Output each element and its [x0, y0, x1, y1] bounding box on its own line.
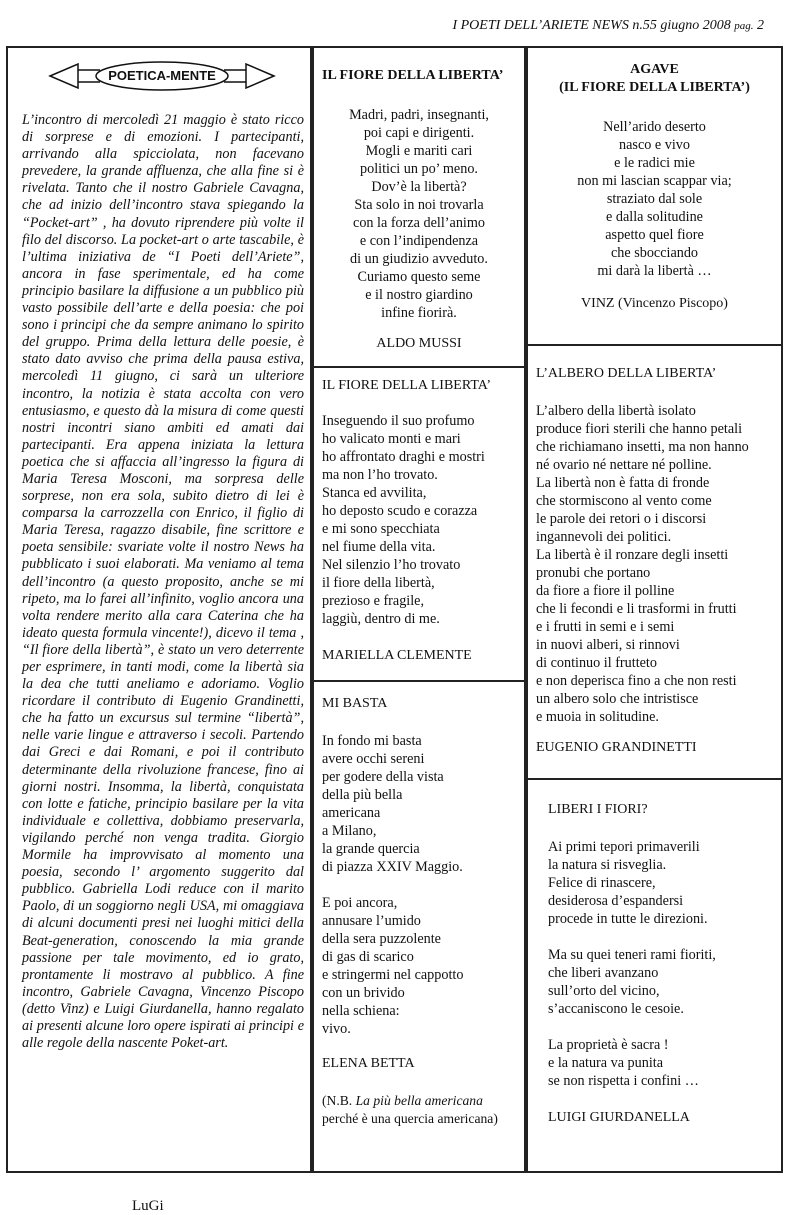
- poem-line: Stanca ed avvilita,: [322, 485, 427, 501]
- page-header: [452, 18, 764, 34]
- poem-line: della sera puzzolente: [322, 931, 441, 947]
- poem-lines: [322, 732, 463, 1038]
- poem-lines: [536, 402, 749, 726]
- poem-line: di piazza XXIV Maggio.: [322, 859, 463, 875]
- poem-line: a Milano,: [322, 823, 377, 839]
- column-poems-right: [526, 46, 783, 1173]
- poem-line: nel fiume della vita.: [322, 539, 436, 555]
- poem-line: il fiore della libertà,: [322, 575, 435, 591]
- divider: [314, 680, 524, 682]
- poem-line: e le radici mie: [614, 155, 695, 171]
- poem-line: politici un po’ meno.: [360, 161, 478, 177]
- poem-line: né ovario né nettare né polline.: [536, 457, 712, 473]
- poem-line: Nell’arido deserto: [603, 119, 706, 135]
- poem-line: americana: [322, 805, 381, 821]
- poem-line: pronubi che portano: [536, 565, 651, 581]
- poem-line: e non deperisca fino a che non resti: [536, 673, 737, 689]
- poem-line: la grande quercia: [322, 841, 420, 857]
- poem-line: e i frutti in semi e i semi: [536, 619, 675, 635]
- poem-line: laggiù, dentro di me.: [322, 611, 440, 627]
- poem-line: La libertà è il ronzare degli insetti: [536, 547, 729, 563]
- page-number: 2: [757, 18, 764, 33]
- poem-line: di continuo il frutteto: [536, 655, 657, 671]
- article-signature: LuGi: [132, 1198, 164, 1214]
- poem-line: nella schiena:: [322, 1003, 400, 1019]
- poem-author: EUGENIO GRANDINETTI: [536, 740, 697, 755]
- poem-title: IL FIORE DELLA LIBERTA’: [322, 378, 491, 393]
- issue-info: n.55 giugno 2008: [632, 18, 731, 33]
- poem-line: di un giudizio avveduto.: [350, 251, 488, 267]
- poem-line: Mogli e mariti cari: [365, 143, 473, 159]
- divider: [314, 366, 524, 368]
- poem-line: da fiore a fiore il polline: [536, 583, 675, 599]
- poem-line: con la forza dell’animo: [353, 215, 485, 231]
- poem-line: e stringermi nel cappotto: [322, 967, 464, 983]
- poem-title-line2: (IL FIORE DELLA LIBERTA’): [559, 80, 750, 95]
- newsletter-title: I POETI DELL’ARIETE NEWS: [452, 18, 629, 33]
- poem-line: In fondo mi basta: [322, 733, 422, 749]
- poem-line: aspetto quel fiore: [605, 227, 704, 243]
- poem-title: L’ALBERO DELLA LIBERTA’: [536, 366, 717, 381]
- poem-line: straziato dal sole: [606, 191, 703, 207]
- poem-line: Curiamo questo seme: [357, 269, 481, 285]
- poem-line: con un brivido: [322, 985, 405, 1001]
- poem-line: ingannevoli dei politici.: [536, 529, 672, 545]
- article-body: L’incontro di mercoledì 21 maggio è stato ricco di sorprese e di emozioni. I partecipanti, arrivando alla spicciolata, non facevano prevedere, la grande affluenza, che alla fine si è rivelata. Tanto che il nostro Gabriele Cavagna, che ad inizio dell’incontro stava spiegando la “Pocket-art” , ha dovuto riprendere più volte il filo del discorso. La pocket-art o arte tascabile, è l’ultima iniziativa de “I Poeti dell’Ariete”, ancora in fase sperimentale, ed ha come principio basilare la diffusione a un pubblico più vasto possibile dell’arte e della poesia: che poi sono i principi che da sempre animano lo spirito del gruppo. Prima della lettura delle poesie, è stato dato avviso che prima della pausa estiva, mercoledì 11 giugno, ci sarà un ulteriore incontro, la notizia è stata accolta con vero entusiasmo, e questo dà la misura di come questi nostri incontri siano ambiti ed amati dai partecipanti. Era appena iniziata la lettura poetica che si affaccia all’ingresso la figura di Maria Teresa Mosconi, ma sorpresa delle sorprese, non era sola, subito dietro di lei è comparsa la carrozzella con Enrico, il figlio di Maria Teresa, ragazzo disabile, fine scrittore e poeta sensibile: svariate volte il nostro News ha pubblicato i suoi elaborati. Ma veniamo al tema dell’incontro (a questo proposito, anche se mi ripeto, ma lo farei all’infinito, voglio ancora una volta rendere merito alla cara Caterina che ha ideato questa formula vincente!), dicevo il tema , “Il fiore della libertà”, è stato un vero deterrente per esprimere, in tanti modi, come la libertà sia la dea che tutti aneliamo e adoriamo. Voglio ricordare il contributo di Eugenio Grandinetti, che ha fatto un excursus sul termine “libertà”, nelle varie lingue e attraverso i secoli. Partendo dai Greci e dai Romani, e poi il contributo determinante della rivoluzione francese, fino ai giorni nostri. Insomma, la libertà, conquistata con lotte e fatiche, principio basilare per la vita individuale e collettiva, dobbiamo preservarla, vigilando perché non venga tradita. Giorgio Mormile ha improvvisato al momento una poesia, secondo l’ argomento suggerito dal pubblico. Gabriella Lodi reduce con il marito Paolo, di un soggiorno negli USA, mi omaggiava di alcuni documenti presi nei luoghi mitici della Beat-generation, conoscendo la mia grande passione per tale movimento, ed io grato, prontamente li mostravo al pubblico. A fine incontro, Gabriele Cavagna, Vincenzo Piscopo (detto Vinz) e Luigi Giurdanella, hanno regalato ai presenti alcune loro opere ispirati ai principi e alle regole della nascente Poket-art.: [22, 112, 304, 1052]
- section-badge: [48, 60, 276, 92]
- page-label: pag.: [734, 20, 754, 32]
- poem-line: della più bella: [322, 787, 403, 803]
- column-poems-middle: [312, 46, 526, 1173]
- divider: [528, 778, 781, 780]
- poem-line: poi capi e dirigenti.: [363, 125, 475, 141]
- poem-author: MARIELLA CLEMENTE: [322, 648, 472, 663]
- poem-line: Dov’è la libertà?: [371, 179, 467, 195]
- poem-line: sull’orto del vicino,: [548, 983, 660, 999]
- poem-line: Felice di rinascere,: [548, 875, 656, 891]
- poem-title-line1: AGAVE: [630, 62, 679, 77]
- poem-line: E poi ancora,: [322, 895, 398, 911]
- poem-line: e con l’indipendenza: [359, 233, 479, 249]
- poem-lines: [314, 106, 524, 322]
- poem-line: in nuovi alberi, si rinnovi: [536, 637, 680, 653]
- poem-line: L’albero della libertà isolato: [536, 403, 696, 419]
- poem-line: che richiamano insetti, ma non hanno: [536, 439, 749, 455]
- divider: [528, 344, 781, 346]
- poem-line: ma non l’ho trovato.: [322, 467, 438, 483]
- column-article: [6, 46, 312, 1214]
- poem-line: desiderosa d’espandersi: [548, 893, 684, 909]
- poem-line: Madri, padri, insegnanti,: [349, 107, 489, 123]
- poem-line: e la natura va punita: [548, 1055, 664, 1071]
- poem-line: prezioso e fragile,: [322, 593, 425, 609]
- note-prefix: (N.B.: [322, 1093, 353, 1108]
- poem-line: per godere della vista: [322, 769, 444, 785]
- section-title: POETICA-MENTE: [108, 68, 216, 83]
- poem-line: la natura si risveglia.: [548, 857, 667, 873]
- poem-line: La libertà non è fatta di fronde: [536, 475, 710, 491]
- note-rest: perché è una quercia americana): [322, 1111, 498, 1126]
- poem-line: un albero solo che intristisce: [536, 691, 699, 707]
- poem-line: [548, 1018, 716, 1036]
- poem-line: e dalla solitudine: [606, 209, 703, 225]
- poem-lines: [548, 838, 716, 1090]
- poem-line: Ai primi tepori primaverili: [548, 839, 700, 855]
- poem-line: che sbocciando: [610, 245, 699, 261]
- poem-line: non mi lascian scappar via;: [577, 173, 732, 189]
- poem-note: [322, 1092, 522, 1128]
- poem-line: [322, 876, 463, 894]
- poem-line: La proprietà è sacra !: [548, 1037, 669, 1053]
- poem-line: infine fiorirà.: [381, 305, 457, 321]
- poem-line: Ma su quei teneri rami fioriti,: [548, 947, 716, 963]
- poem-line: Nel silenzio l’ho trovato: [322, 557, 461, 573]
- poem-line: e il nostro giardino: [365, 287, 473, 303]
- poem-line: procede in tutte le direzioni.: [548, 911, 708, 927]
- poem-line: Inseguendo il suo profumo: [322, 413, 475, 429]
- poem-line: [548, 928, 716, 946]
- poem-author: LUIGI GIURDANELLA: [548, 1110, 690, 1125]
- poem-lines: [322, 412, 485, 628]
- poem-author: ALDO MUSSI: [376, 336, 462, 351]
- poem-line: e mi sono specchiata: [322, 521, 440, 537]
- poem-line: produce fiori sterili che hanno petali: [536, 421, 743, 437]
- poem-line: che li fecondi e li trasformi in frutti: [536, 601, 737, 617]
- poem-line: ho deposto scudo e corazza: [322, 503, 478, 519]
- note-italic: La più bella americana: [355, 1093, 483, 1108]
- poem-line: le parole dei retori o i discorsi: [536, 511, 707, 527]
- poem-line: che stormiscono al vento come: [536, 493, 712, 509]
- poem-line: e muoia in solitudine.: [536, 709, 659, 725]
- poem-author: ELENA BETTA: [322, 1056, 415, 1071]
- poem-line: mi darà la libertà …: [597, 263, 712, 279]
- poem-title: LIBERI I FIORI?: [548, 802, 648, 817]
- poem-title: MI BASTA: [322, 696, 388, 711]
- poem-line: avere occhi sereni: [322, 751, 425, 767]
- poem-line: Sta solo in noi trovarla: [354, 197, 484, 213]
- poem-line: che liberi avanzano: [548, 965, 659, 981]
- poem-line: annusare l’umido: [322, 913, 421, 929]
- poem-line: di gas di scarico: [322, 949, 414, 965]
- poem-lines: [528, 118, 781, 280]
- poem-line: se non rispetta i confini …: [548, 1073, 699, 1089]
- poem-line: ho valicato monti e mari: [322, 431, 461, 447]
- poem-line: s’accaniscono le cesoie.: [548, 1001, 684, 1017]
- poem-author: VINZ (Vincenzo Piscopo): [581, 296, 728, 311]
- poem-title: IL FIORE DELLA LIBERTA’: [322, 68, 504, 83]
- poem-line: nasco e vivo: [619, 137, 690, 153]
- poem-line: vivo.: [322, 1021, 351, 1037]
- poem-line: ho affrontato draghi e mostri: [322, 449, 485, 465]
